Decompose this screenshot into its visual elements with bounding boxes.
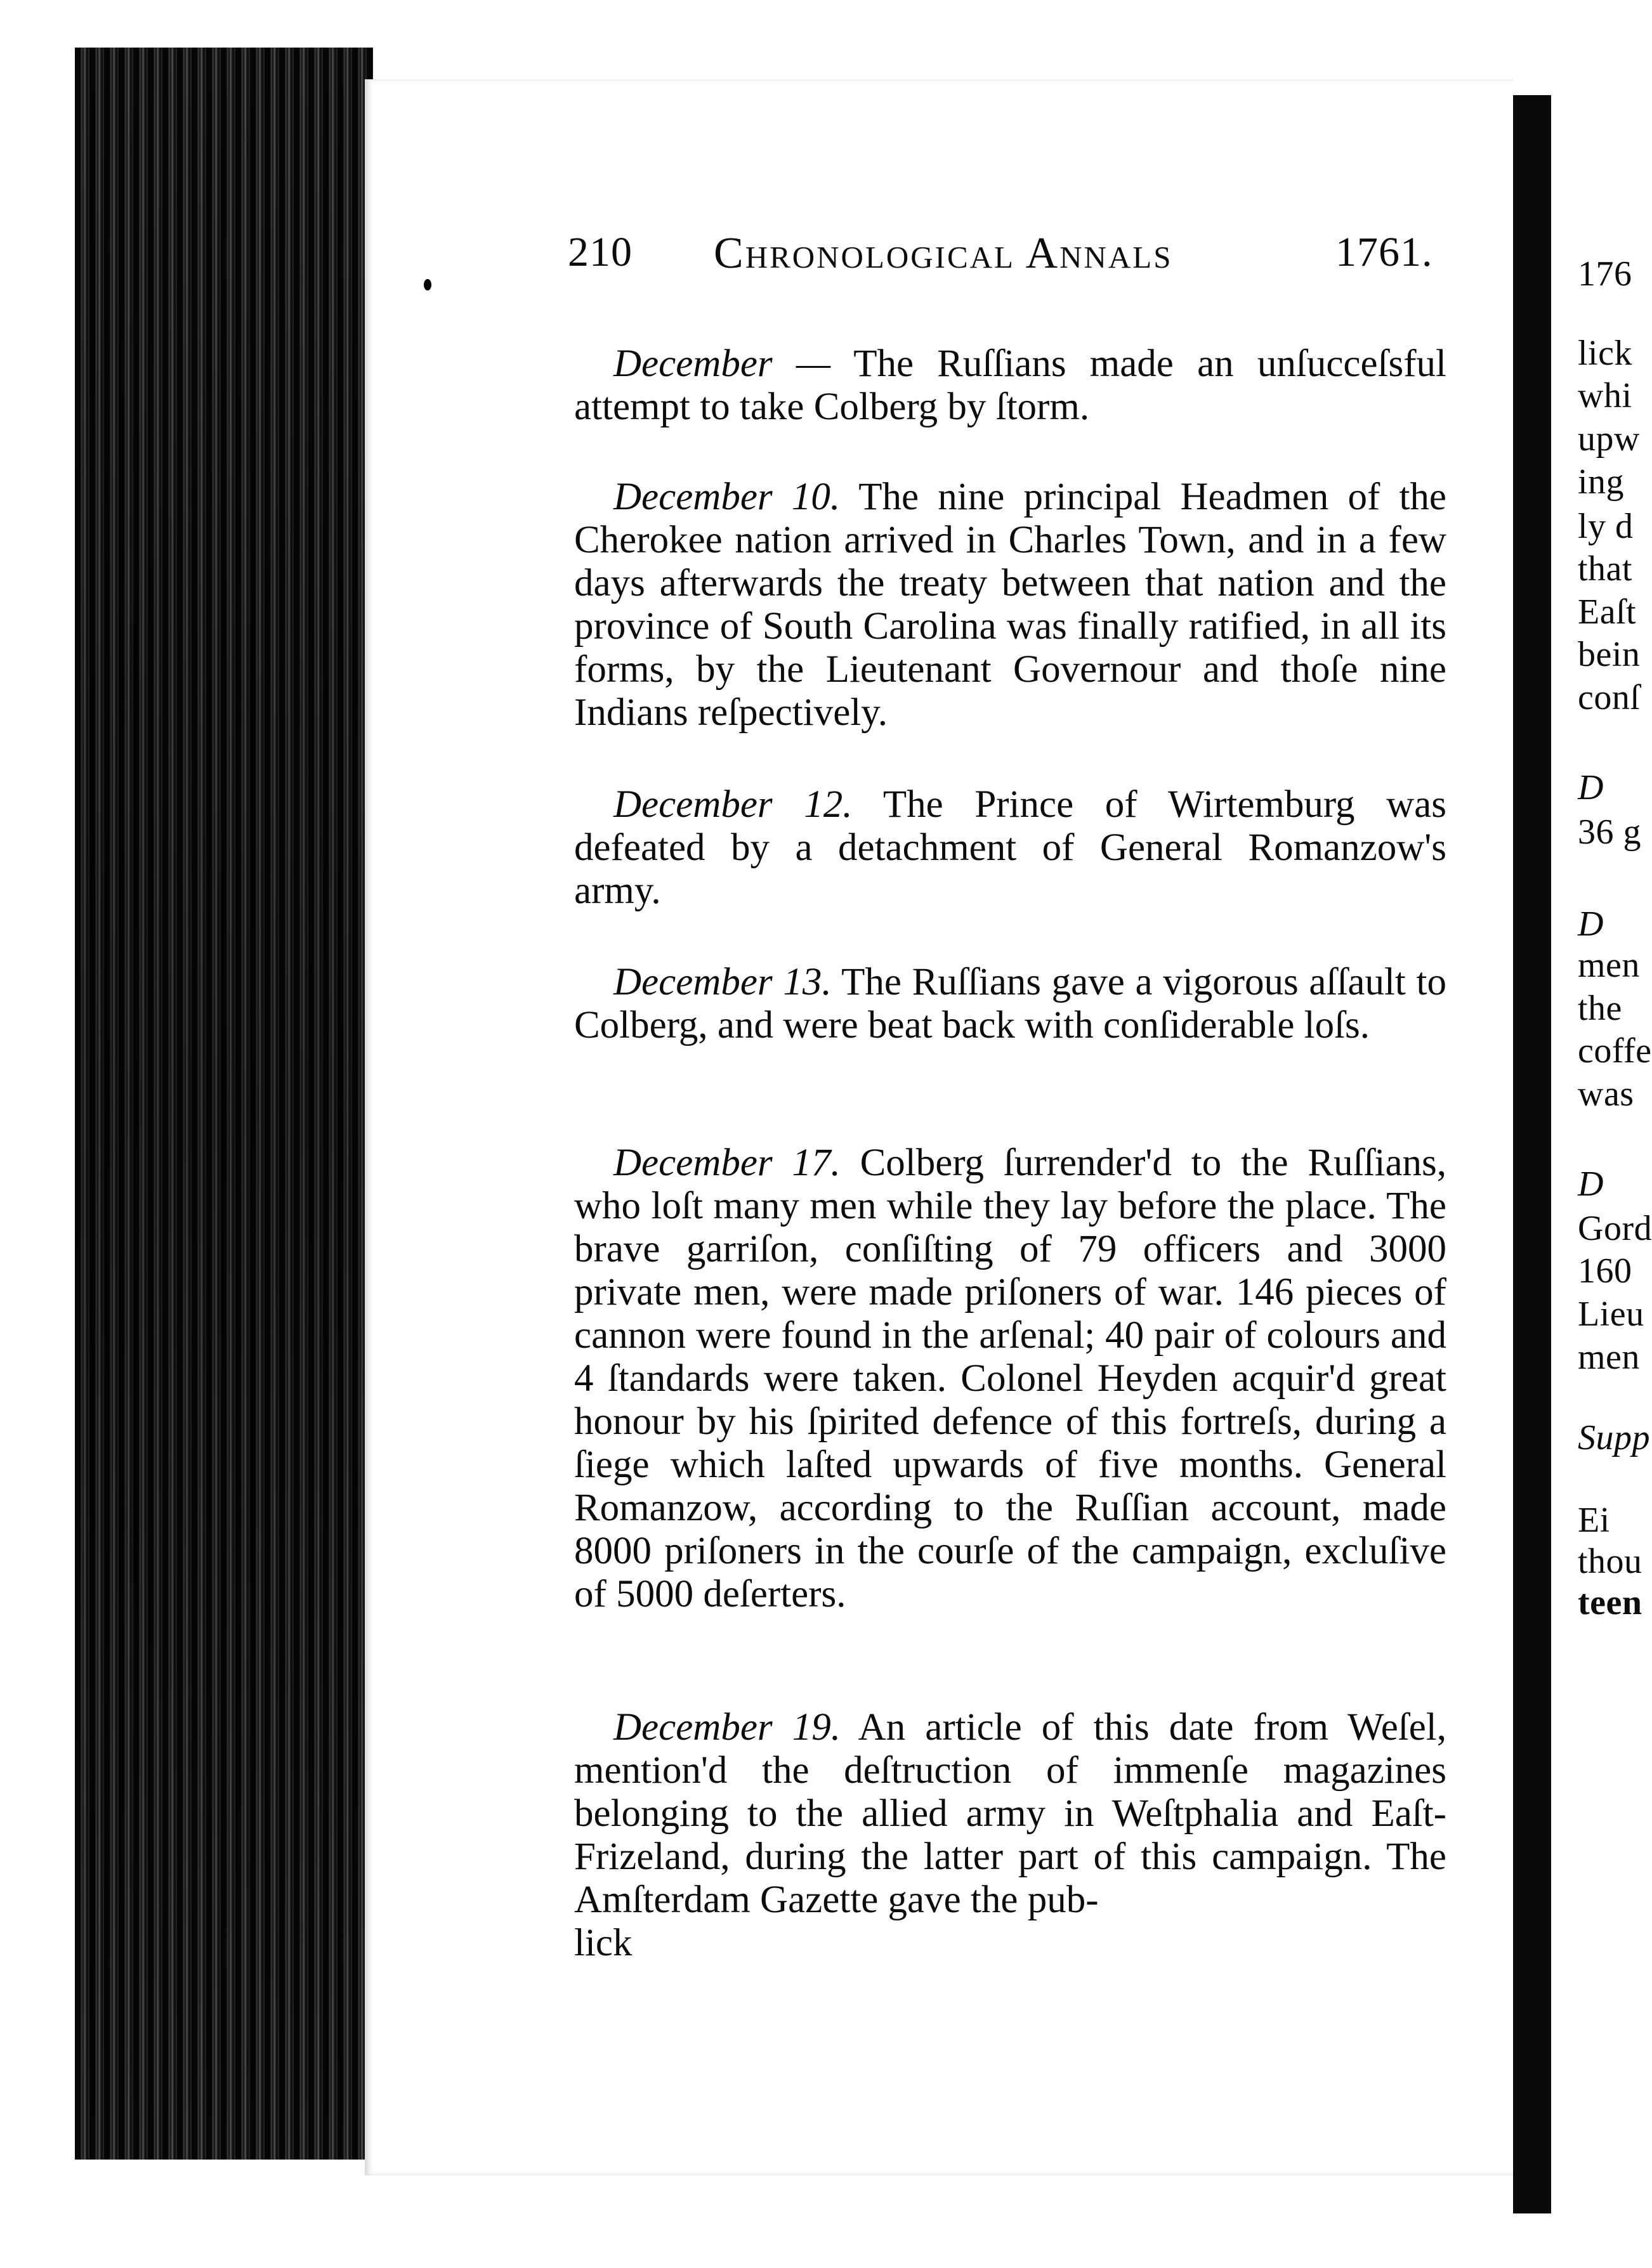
annal-entry (574, 476, 1446, 734)
facing-page-line: bein (1578, 635, 1641, 674)
facing-page-line: lick (1578, 334, 1632, 373)
facing-page-line: D (1578, 1164, 1604, 1204)
facing-page-line: men (1578, 946, 1640, 985)
running-head: Chronological Annals (714, 229, 1173, 278)
facing-page-line: 176 (1578, 254, 1632, 294)
facing-page-line: 160 (1578, 1251, 1632, 1291)
facing-page-line: Lieu (1578, 1294, 1644, 1334)
facing-page-line: Eaſt (1578, 592, 1637, 632)
ink-speck (424, 279, 431, 290)
book-page-edges (75, 48, 373, 2160)
facing-page-line: that (1578, 549, 1632, 589)
annal-entry (574, 1706, 1446, 1965)
page-number: 210 (568, 229, 633, 275)
facing-page-line: ly d (1578, 507, 1634, 546)
annal-entry (574, 783, 1446, 913)
facing-page-line: whi (1578, 376, 1632, 415)
entry-date: December — (613, 342, 831, 385)
entry-text: The nine principal Headmen of the Cherokee nation arrived in Charles Town, and in a few days afterwards the treaty between that nation and the province of South Carolina was finally ratified, in all its forms, by the Lieutenant Governour and thoſe nine Indians reſpectively. (574, 476, 1446, 734)
catchword: lick (574, 1922, 633, 1964)
facing-page-line: D (1578, 768, 1604, 807)
facing-page-line: ing (1578, 462, 1625, 502)
entry-text: The Ruſſians made an unſucceſsful attempt to take Colberg by ſtorm. (574, 342, 1446, 428)
facing-page-line: coffe (1578, 1031, 1652, 1071)
annal-entry (574, 961, 1446, 1047)
annal-entry (574, 1142, 1446, 1616)
facing-page-line: 36 g (1578, 812, 1641, 852)
facing-page-line: conſ (1578, 678, 1641, 717)
entry-date: December 13. (613, 961, 832, 1003)
book-gutter (1513, 95, 1551, 2213)
facing-page-line: thou (1578, 1542, 1642, 1581)
entry-date: December 12. (613, 783, 853, 826)
facing-page-line: men (1578, 1338, 1640, 1377)
entry-text: The Ruſſians gave a vigorous aſſault to Colberg, and were beat back with conſiderable loſs. (574, 961, 1446, 1046)
facing-page-line: was (1578, 1074, 1634, 1114)
facing-page-line: Ei (1578, 1501, 1610, 1540)
facing-page-line: the (1578, 989, 1622, 1028)
annal-entry (574, 342, 1446, 429)
header-year: 1761. (1335, 229, 1433, 275)
facing-page-line: teen (1578, 1583, 1642, 1622)
entry-date: December 17. (613, 1142, 841, 1184)
entry-text: An article of this date from Weſel, mention'd the deſtruction of immenſe magazines belonging to the allied army in Weſtphalia and Eaſt-Frizeland, during the latter part of this campaign. The Amſterdam Gazette gave the pub- (574, 1706, 1446, 1921)
facing-page-line: upw (1578, 419, 1640, 459)
entry-date: December 10. (613, 476, 841, 518)
entry-text: The Prince of Wirtemburg was defeated by a detachment of General Romanzow's army. (574, 783, 1446, 912)
facing-page-line: Gord (1578, 1209, 1652, 1248)
facing-page-line: D (1578, 904, 1604, 944)
facing-page-line: Supp (1578, 1418, 1650, 1457)
entry-date: December 19. (613, 1706, 841, 1749)
facing-page (1551, 82, 1652, 2194)
entry-text: Colberg ſurrender'd to the Ruſſians, who loſt many men while they lay before the place. The brave garriſon, conſiſting of 79 officers and 3000 private men, were made priſoners of war. 146 pieces of cannon were found in the arſenal; 40 pair of colours and 4 ſtandards were taken. Colonel Heyden acquir'd great honour by his ſpirited defence of this fortreſs, during a ſiege which laſted upwards of five months. General Romanzow, according to the Ruſſian account, made 8000 priſoners in the courſe of the campaign, excluſive of 5000 deſerters. (574, 1142, 1447, 1615)
